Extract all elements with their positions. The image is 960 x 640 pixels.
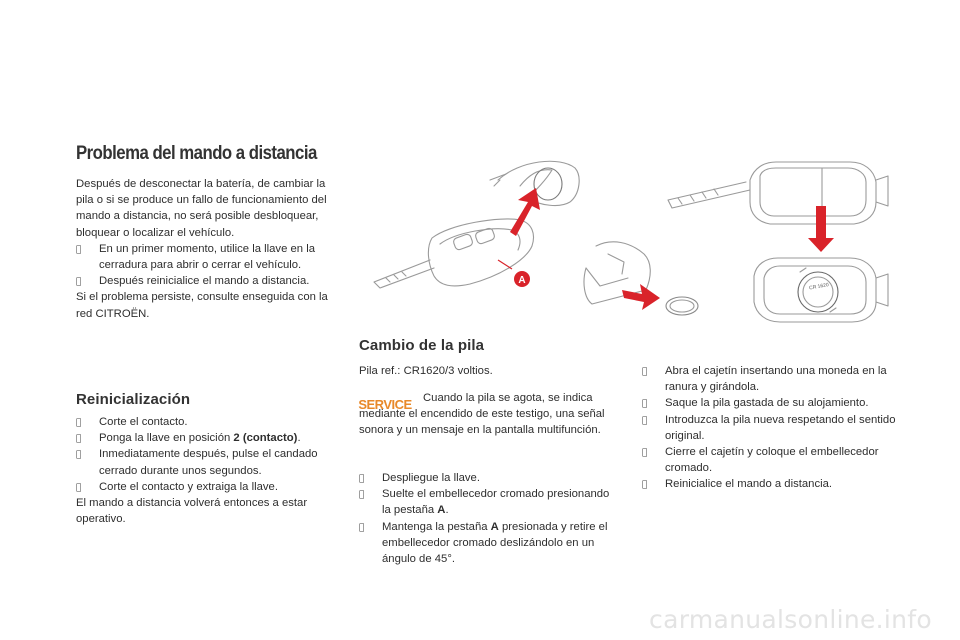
bullet-item bbox=[76, 414, 338, 430]
bullet-icon bbox=[359, 486, 369, 503]
key-fob-drawing bbox=[374, 219, 534, 288]
bullet-text: En un primer momento, utilice la llave en la cerradura para abrir o cerrar el vehículo. bbox=[99, 242, 315, 272]
bullet-icon bbox=[76, 479, 86, 496]
bullet-text: Cierre el cajetín y coloque el embellecedor cromado. bbox=[665, 446, 879, 475]
reinit-text bbox=[76, 414, 338, 527]
bullet-item bbox=[642, 412, 904, 444]
bullet-icon bbox=[359, 470, 369, 487]
bullet-item bbox=[359, 470, 621, 486]
punct: . bbox=[445, 504, 449, 517]
battery-replacement-illustration bbox=[360, 150, 900, 330]
bullet-text: Abra el cajetín insertando una moneda en la ranura y girándola. bbox=[665, 365, 887, 394]
outro-paragraph: Si el problema persiste, consulte enseguida con la red CITROËN. bbox=[76, 291, 328, 320]
intro-paragraph: Después de desconectar la batería, de cambiar la pila o si se produce un fallo de funcionamiento del mando a distancia, no será posible desbloquear, bloquear o localizar el vehículo. bbox=[76, 178, 327, 239]
key-body-coin-drawing bbox=[584, 242, 698, 315]
bullet-icon bbox=[76, 241, 86, 258]
bullet-item bbox=[76, 479, 338, 495]
watermark: carmanualsonline.info bbox=[649, 605, 932, 634]
warning-paragraph: Cuando la pila se agota, se indica mediante el encendido de este testigo, una señal sonora y un mensaje en la pantalla multifunción. bbox=[359, 392, 605, 437]
bullet-text: Despliegue la llave. bbox=[382, 472, 480, 484]
bullet-item bbox=[642, 476, 904, 492]
bullet-item bbox=[76, 446, 338, 478]
key-position-bold: 2 (contacto) bbox=[233, 432, 298, 445]
red-arrows bbox=[510, 188, 834, 310]
battery-steps-b bbox=[642, 363, 904, 493]
bullet-icon bbox=[642, 395, 652, 412]
section-title-remote-problem: Problema del mando a distancia bbox=[76, 142, 317, 164]
bullet-text: Reinicialice el mando a distancia. bbox=[665, 478, 833, 491]
bullet-item bbox=[642, 363, 904, 395]
label-a-text: A bbox=[518, 275, 526, 286]
tab-letter-bold: A bbox=[490, 520, 499, 533]
remote-problem-text bbox=[76, 176, 338, 322]
bullet-text: Suelte el embellecedor cromado presionando la pestaña bbox=[382, 488, 610, 517]
bullet-text: Inmediatamente después, pulse el candado cerrado durante unos segundos. bbox=[99, 448, 318, 477]
bullet-icon bbox=[76, 430, 86, 447]
bullet-item bbox=[642, 444, 904, 476]
punct: . bbox=[297, 432, 301, 445]
bullet-item bbox=[76, 273, 338, 289]
bullet-text: presionada y retire el embellecedor cromado deslizándolo en un ángulo de 45°. bbox=[382, 520, 608, 566]
battery-compartment-drawing bbox=[754, 258, 888, 322]
bullet-text: Introduzca la pila nueva respetando el sentido original. bbox=[665, 413, 896, 442]
bullet-item bbox=[359, 519, 621, 568]
outro-paragraph: El mando a distancia volverá entonces a estar operativo. bbox=[76, 497, 308, 526]
bullet-icon bbox=[642, 412, 652, 429]
label-a-badge bbox=[514, 271, 530, 287]
bullet-text: Saque la pila gastada de su alojamiento. bbox=[665, 397, 869, 410]
battery-ref: Pila ref.: CR1620/3 voltios. bbox=[359, 365, 493, 377]
arrow-up-icon bbox=[510, 188, 540, 236]
tab-letter-bold: A bbox=[437, 504, 446, 517]
bullet-icon bbox=[359, 519, 369, 536]
key-top-right-drawing bbox=[668, 162, 888, 224]
bullet-icon bbox=[76, 446, 86, 463]
section-title-battery-change: Cambio de la pila bbox=[359, 337, 485, 354]
bullet-icon bbox=[642, 444, 652, 461]
bullet-text: Ponga la llave en posición bbox=[99, 432, 234, 445]
bullet-item bbox=[76, 241, 338, 273]
bullet-text: Corte el contacto. bbox=[99, 416, 188, 428]
arrow-left-icon bbox=[622, 284, 660, 310]
battery-steps-a bbox=[359, 470, 621, 567]
bullet-icon bbox=[642, 363, 652, 380]
bullet-item bbox=[76, 430, 338, 446]
section-title-reinit: Reinicialización bbox=[76, 391, 191, 408]
service-label: SERVICE bbox=[358, 397, 412, 412]
bullet-icon bbox=[76, 414, 86, 431]
bullet-text: Corte el contacto y extraiga la llave. bbox=[99, 480, 278, 493]
bullet-icon bbox=[642, 476, 652, 493]
bullet-text: Mantenga la pestaña bbox=[382, 520, 491, 533]
bullet-text: Después reinicialice el mando a distancia. bbox=[99, 275, 310, 288]
arrow-down-icon bbox=[808, 206, 834, 252]
battery-label: CR 1620 bbox=[808, 282, 830, 292]
bullet-item bbox=[359, 486, 621, 518]
bullet-icon bbox=[76, 273, 86, 290]
bullet-item bbox=[642, 395, 904, 411]
